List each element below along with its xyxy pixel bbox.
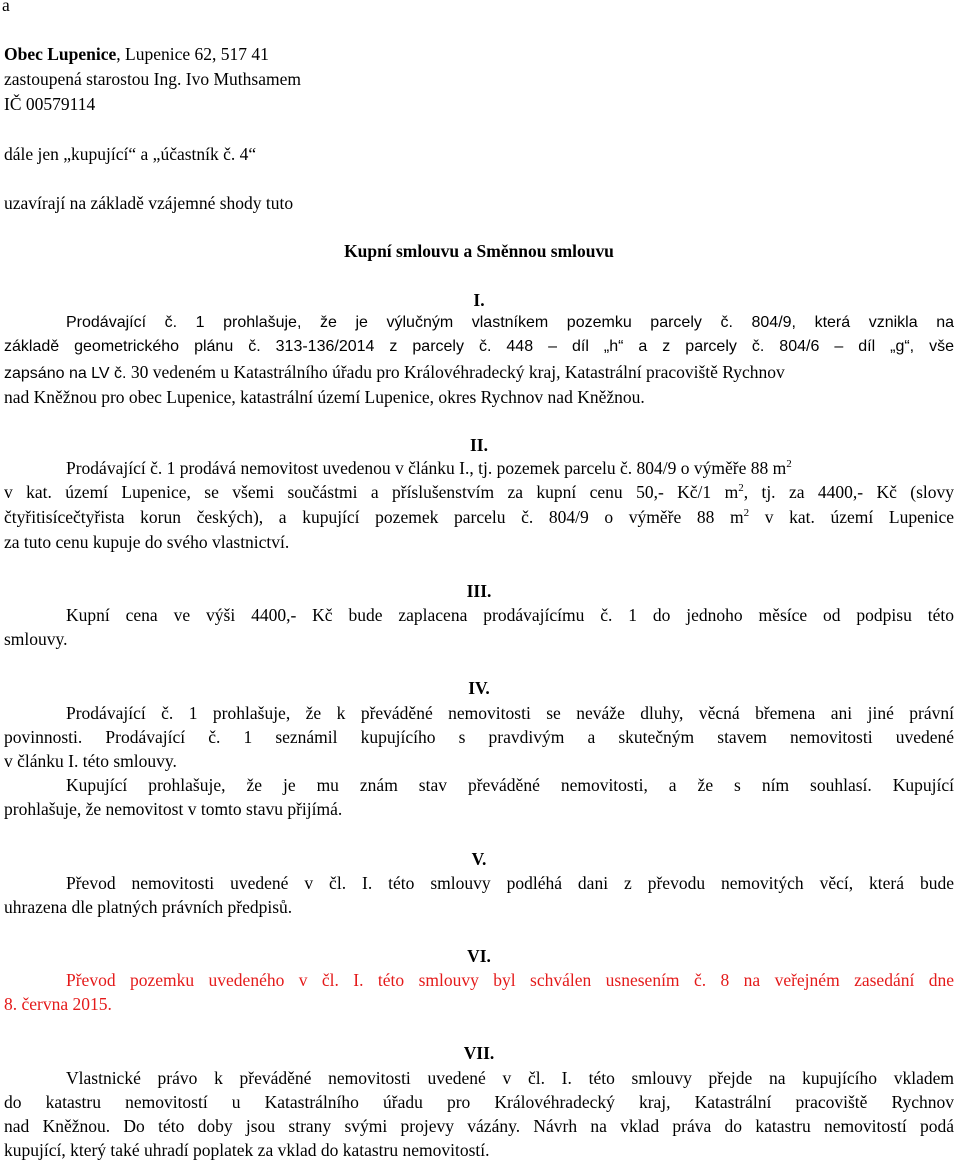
section-2-line: za tuto cenu kupuje do svého vlastnictví. [4, 532, 290, 552]
section-3-line: smlouvy. [4, 629, 68, 649]
section-heading-4: IV. [468, 678, 490, 698]
section-4-line: v článku I. této smlouvy. [4, 751, 177, 771]
section-heading-6: VI. [467, 946, 491, 966]
section-1-line: základě geometrického plánu č. 313-136/2014 z parcely č. 448 – díl „h“ a z parcely č. 804/6 – díl „g“, vše [4, 338, 954, 355]
section-3-line: Kupní cena ve výši 4400,- Kč bude zaplacena prodávajícímu č. 1 do jednoho měsíce od podpisu této [66, 605, 954, 625]
section-4-line: Kupující prohlašuje, že je mu znám stav převáděné nemovitosti, a že s ním souhlasí. Kupující [66, 775, 954, 795]
party-name: Obec Lupenice [4, 44, 117, 64]
superscript-two: 2 [743, 507, 750, 519]
section-1-line-part: zapsáno na LV č. [4, 365, 131, 382]
section-heading-5: V. [471, 849, 487, 869]
section-2-line-tail: , tj. za 4400,- Kč (slovy [743, 482, 954, 502]
section-6-line-approved: Převod pozemku uvedeného v čl. I. této smlouvy byl schválen usnesením č. 8 na veřejném zasedání dne [66, 970, 954, 990]
section-1-line-part: 30 vedeném u Katastrálního úřadu pro Královéhradecký kraj, Katastrální pracoviště Rychnov [130, 362, 785, 382]
intro-text: uzavírají na základě vzájemné shody tuto [4, 193, 294, 213]
section-2-line-text: Prodávající č. 1 prodává nemovitost uvedenou v článku I., tj. pozemek parcelu č. 804/9 o výměře 88 m [66, 458, 787, 478]
party-line [4, 43, 269, 65]
section-heading-3: III. [466, 581, 492, 601]
party-alias: dále jen „kupující“ a „účastník č. 4“ [4, 144, 257, 164]
section-1-line [4, 361, 954, 385]
section-2-line [4, 506, 954, 528]
section-1-line: nad Kněžnou pro obec Lupenice, katastrální území Lupenice, okres Rychnov nad Kněžnou. [4, 387, 645, 407]
section-2-line-text: čtyřitisícečtyřista korun českých), a kupující pozemek parcelu č. 804/9 o výměře 88 m [4, 507, 744, 527]
top-letter: a [2, 0, 10, 15]
section-2-line [4, 481, 954, 503]
section-5-line: uhrazena dle platných právních předpisů. [4, 897, 293, 917]
section-heading-7: VII. [463, 1043, 495, 1063]
section-7-line: do katastru nemovitostí u Katastrálního úřadu pro Královéhradecký kraj, Katastrální pracoviště Rychnov [4, 1092, 954, 1112]
superscript-two: 2 [738, 482, 744, 494]
section-4-line: Prodávající č. 1 prohlašuje, že k převáděné nemovitosti se neváže dluhy, věcná břemena ani jiné právní [66, 703, 954, 723]
section-heading-1: I. [473, 290, 485, 310]
section-2-line [66, 457, 792, 479]
section-6-line-approved: 8. června 2015. [4, 994, 112, 1014]
party-represented: zastoupená starostou Ing. Ivo Muthsamem [4, 69, 301, 89]
section-2-line-text: v kat. území Lupenice, se všemi součástmi a příslušenstvím za kupní cenu 50,- Kč/1 m [4, 482, 739, 502]
superscript-two: 2 [786, 458, 792, 470]
section-2-line-tail: v kat. území Lupenice [764, 507, 954, 527]
section-4-line: prohlašuje, že nemovitost v tomto stavu přijímá. [4, 799, 343, 819]
section-7-line: nad Kněžnou. Do této doby jsou strany svými projevy vázány. Návrh na vklad práva do katastru nemovitostí podá [4, 1116, 954, 1136]
party-ic: IČ 00579114 [4, 94, 96, 114]
contract-title: Kupní smlouvu a Směnnou smlouvu [344, 241, 614, 261]
section-7-line: Vlastnické právo k převáděné nemovitosti uvedené v čl. I. této smlouvy přejde na kupujícího vkladem [66, 1068, 954, 1088]
section-4-line: povinnosti. Prodávající č. 1 seznámil kupujícího s pravdivým a skutečným stavem nemovitosti uvedené [4, 727, 954, 747]
party-address: , Lupenice 62, 517 41 [116, 44, 269, 64]
section-heading-2: II. [470, 435, 488, 455]
section-7-line: kupující, který také uhradí poplatek za vklad do katastru nemovitostí. [4, 1140, 490, 1160]
section-1-line: Prodávající č. 1 prohlašuje, že je výlučným vlastníkem pozemku parcely č. 804/9, která vznikla na [66, 314, 954, 331]
section-5-line: Převod nemovitosti uvedené v čl. I. této smlouvy podléhá dani z převodu nemovitých věcí, která bude [66, 873, 954, 893]
